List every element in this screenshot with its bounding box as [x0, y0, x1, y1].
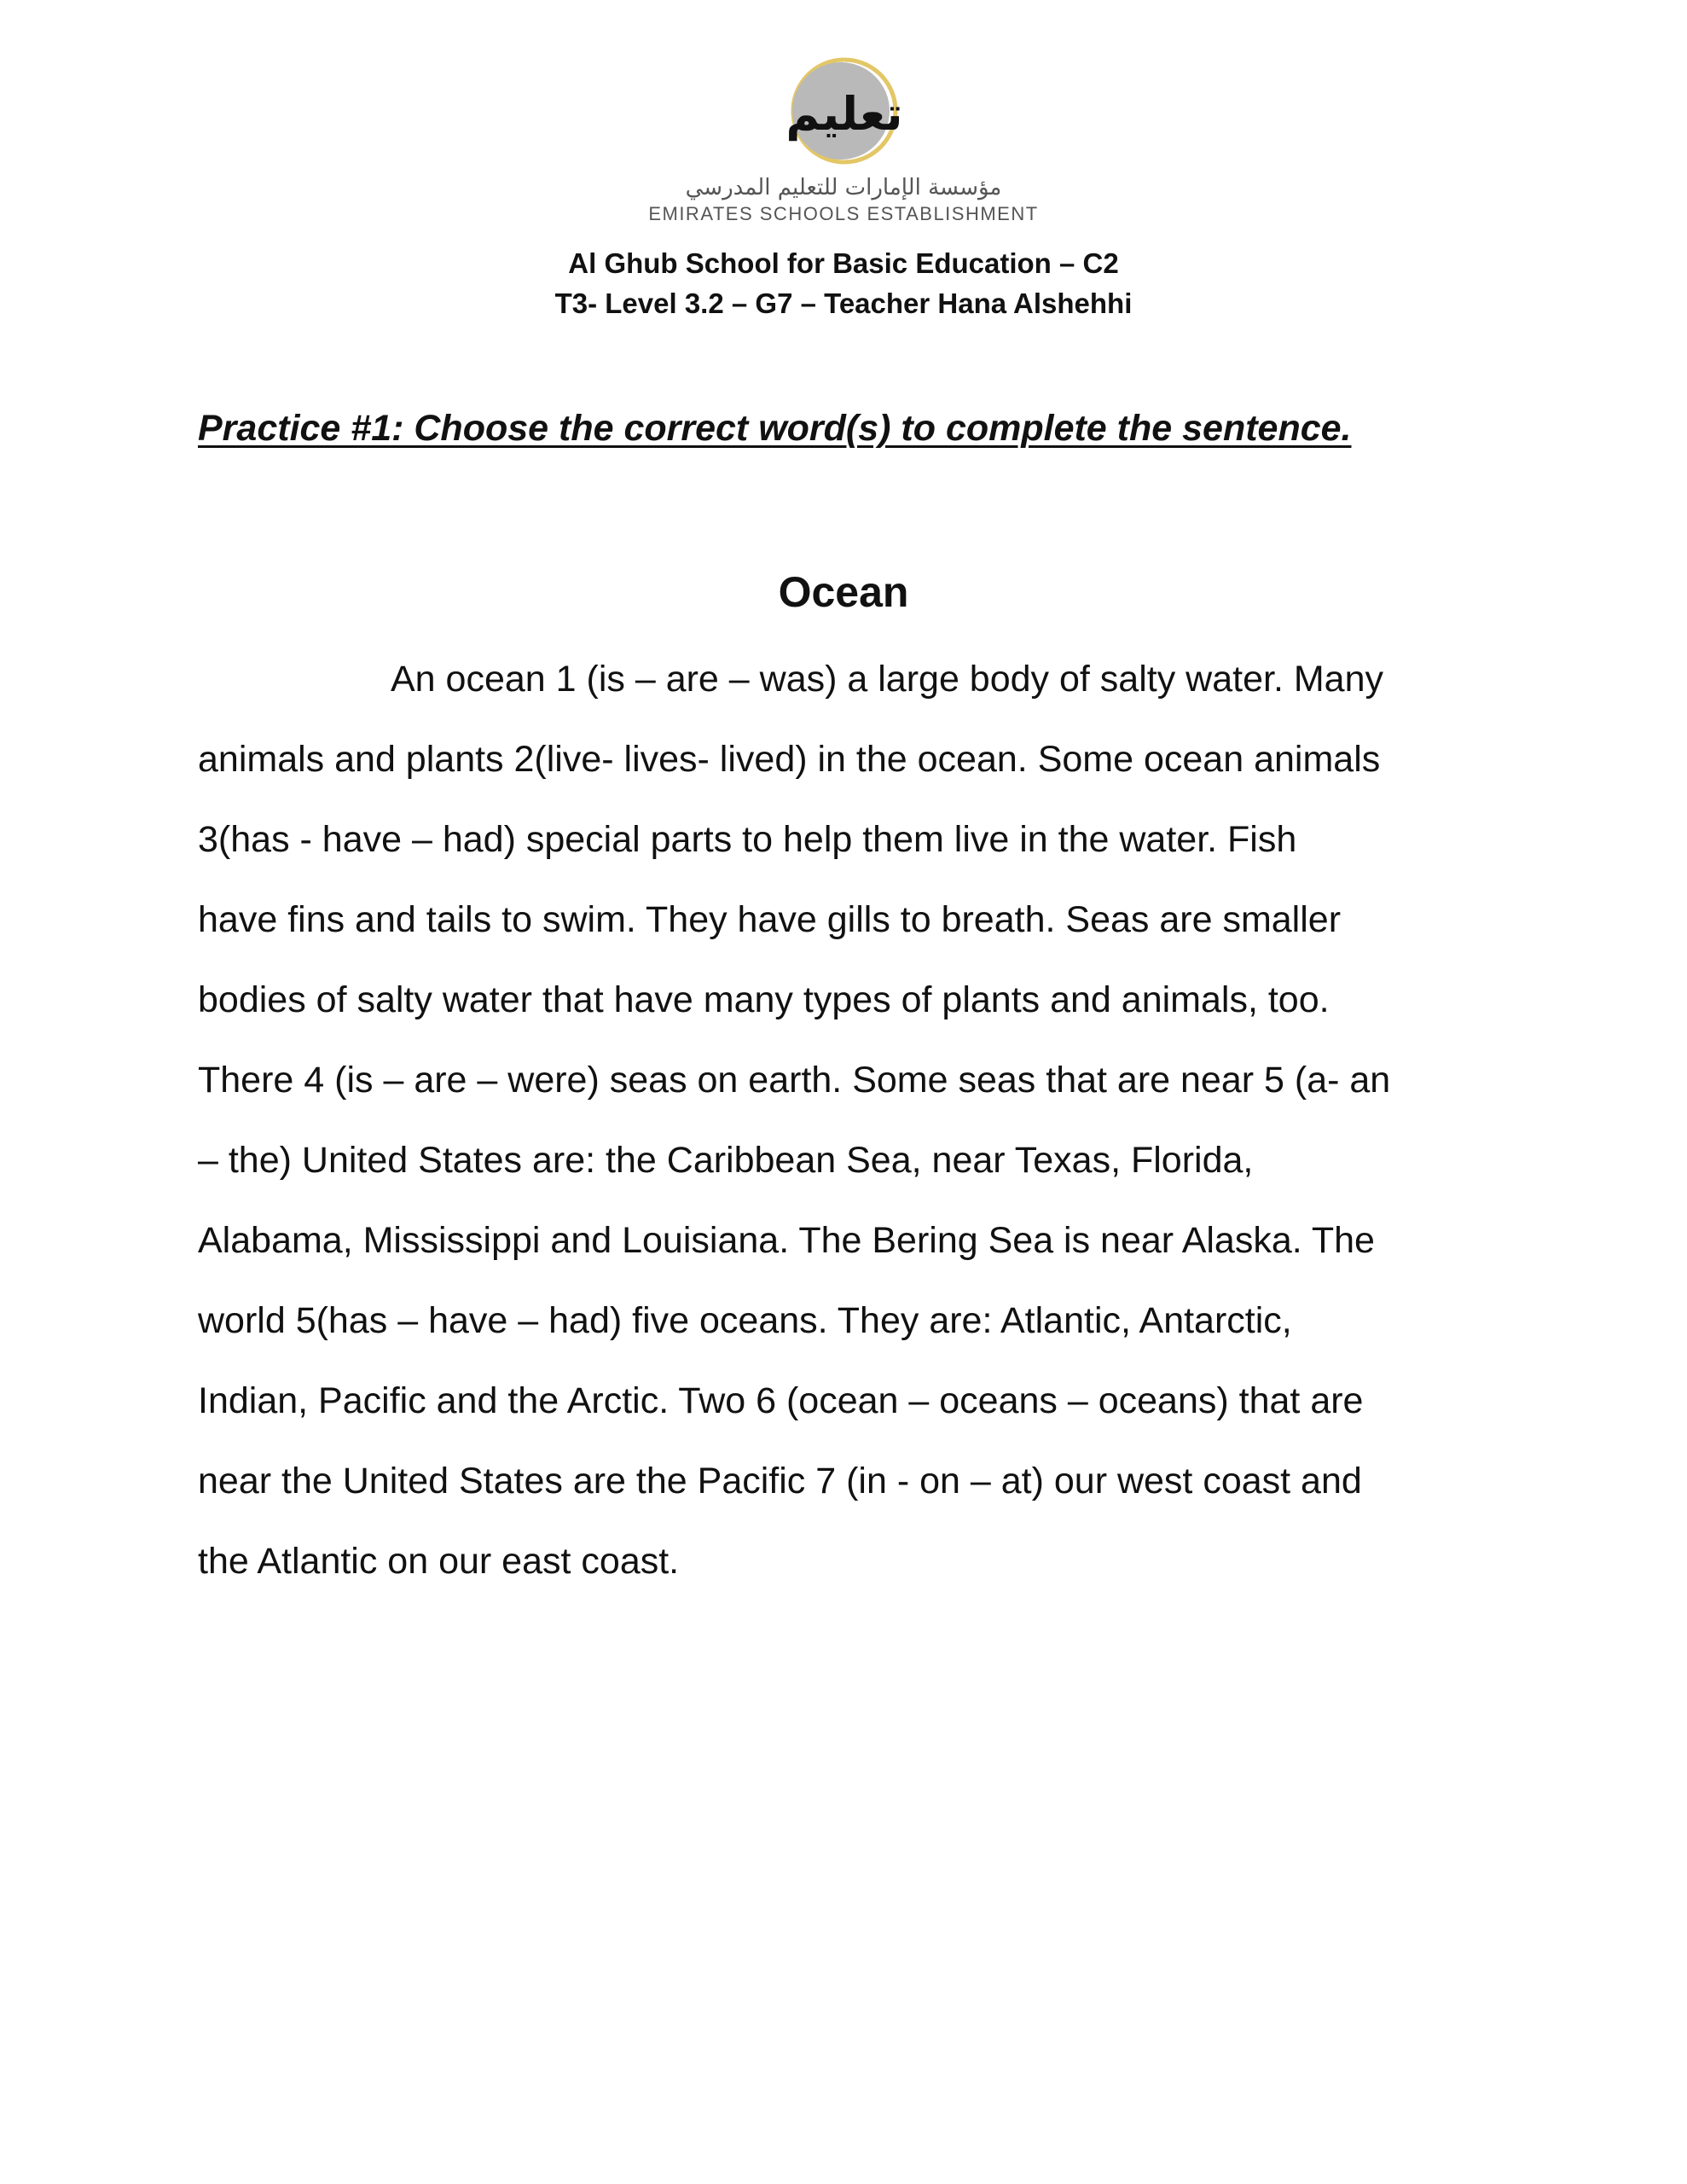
org-name-english: EMIRATES SCHOOLS ESTABLISHMENT [648, 203, 1039, 224]
passage-line: bodies of salty water that have many types of plants and animals, too. [198, 979, 1330, 1020]
org-name-arabic: مؤسسة الإمارات للتعليم المدرسي [685, 175, 1002, 200]
practice-instruction: Practice #1: Choose the correct word(s) to complete the sentence. [198, 408, 1352, 449]
passage-body [198, 653, 1494, 1616]
passage-line: near the United States are the Pacific 7 (in - on – at) our west coast and [198, 1461, 1362, 1502]
logo-arabic-word: تعليم [786, 87, 903, 141]
passage-title: Ocean [778, 568, 909, 616]
passage-line: have fins and tails to swim. They have gills to breath. Seas are smaller [198, 899, 1342, 940]
passage-line: Alabama, Mississippi and Louisiana. The Bering Sea is near Alaska. The [198, 1220, 1375, 1261]
passage-line: animals and plants 2(live- lives- lived) in the ocean. Some ocean animals [198, 739, 1381, 780]
passage-line: – the) United States are: the Caribbean Sea, near Texas, Florida, [198, 1140, 1254, 1181]
taaleem-logo [785, 51, 904, 171]
class-info: T3- Level 3.2 – G7 – Teacher Hana Alshehhi [554, 288, 1133, 319]
passage-line: There 4 (is – are – were) seas on earth. Some seas that are near 5 (a- an [198, 1060, 1391, 1101]
passage-line: 3(has - have – had) special parts to help them live in the water. Fish [198, 819, 1297, 860]
school-name: Al Ghub School for Basic Education – C2 [568, 247, 1119, 279]
passage-line: Indian, Pacific and the Arctic. Two 6 (ocean – oceans – oceans) that are [198, 1380, 1364, 1421]
passage-line: world 5(has – have – had) five oceans. They are: Atlantic, Antarctic, [198, 1300, 1292, 1341]
passage-line: An ocean 1 (is – are – was) a large body of salty water. Many [391, 659, 1383, 700]
passage-line: the Atlantic on our east coast. [198, 1541, 680, 1582]
